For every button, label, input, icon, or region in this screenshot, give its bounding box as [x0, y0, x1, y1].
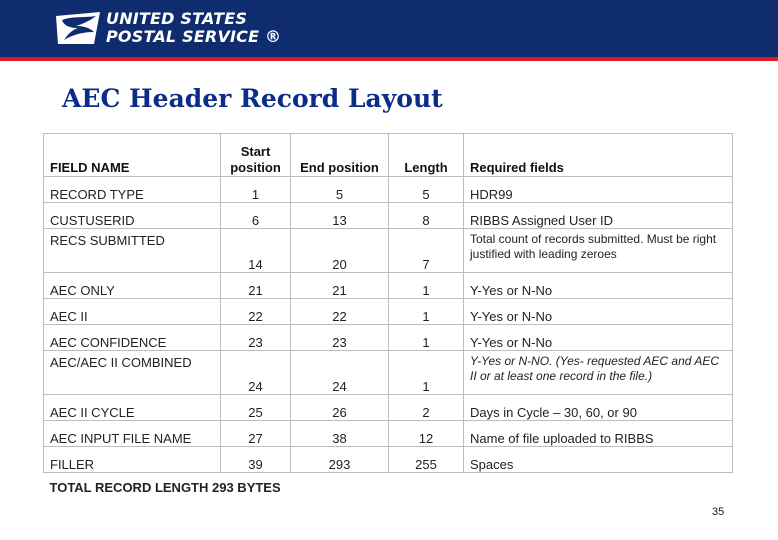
cell-field-name: AEC II [44, 299, 221, 325]
cell-required: Y-Yes or N-No [464, 273, 733, 299]
page-number: 35 [712, 506, 725, 518]
table-row [44, 421, 733, 447]
cell-end: 22 [291, 299, 389, 325]
header-required-fields: Required fields [464, 134, 733, 177]
header-field-name: FIELD NAME [44, 134, 221, 177]
cell-required: Y-Yes or N-No [464, 299, 733, 325]
cell-field-name: CUSTUSERID [44, 203, 221, 229]
table-row [44, 447, 733, 473]
cell-required: Y-Yes or N-No [464, 325, 733, 351]
cell-end: 26 [291, 395, 389, 421]
table-row [44, 299, 733, 325]
header-stripe [0, 57, 778, 61]
cell-length: 5 [389, 177, 464, 203]
cell-field-name: AEC INPUT FILE NAME [44, 421, 221, 447]
table-row [44, 351, 733, 395]
table-row [44, 325, 733, 351]
total-record-length: TOTAL RECORD LENGTH 293 BYTES [44, 473, 733, 502]
cell-required: Name of file uploaded to RIBBS [464, 421, 733, 447]
cell-required: HDR99 [464, 177, 733, 203]
cell-required: Y-Yes or N-NO. (Yes- requested AEC and AEC II or at least one record in the file.) [464, 351, 733, 395]
cell-start: 23 [221, 325, 291, 351]
cell-start: 39 [221, 447, 291, 473]
eagle-icon [54, 10, 102, 48]
cell-field-name: AEC CONFIDENCE [44, 325, 221, 351]
table-row [44, 229, 733, 273]
record-layout-table [43, 133, 736, 501]
cell-length: 1 [389, 351, 464, 395]
page-title: AEC Header Record Layout [62, 84, 443, 113]
cell-required: Spaces [464, 447, 733, 473]
cell-length: 12 [389, 421, 464, 447]
cell-length: 1 [389, 325, 464, 351]
cell-field-name: RECORD TYPE [44, 177, 221, 203]
cell-required: Total count of records submitted. Must be right justified with leading zeroes [464, 229, 733, 273]
table-row [44, 273, 733, 299]
logo-line-2: POSTAL SERVICE ® [106, 27, 282, 46]
cell-end: 293 [291, 447, 389, 473]
cell-field-name: AEC II CYCLE [44, 395, 221, 421]
cell-end: 20 [291, 229, 389, 273]
cell-length: 255 [389, 447, 464, 473]
table-total-row [44, 473, 733, 502]
cell-start: 24 [221, 351, 291, 395]
cell-field-name: FILLER [44, 447, 221, 473]
cell-start: 14 [221, 229, 291, 273]
header-end-position: End position [291, 134, 389, 177]
cell-length: 8 [389, 203, 464, 229]
cell-start: 22 [221, 299, 291, 325]
cell-start: 1 [221, 177, 291, 203]
cell-end: 38 [291, 421, 389, 447]
cell-end: 23 [291, 325, 389, 351]
cell-required: RIBBS Assigned User ID [464, 203, 733, 229]
cell-field-name: AEC/AEC II COMBINED [44, 351, 221, 395]
cell-end: 21 [291, 273, 389, 299]
cell-length: 7 [389, 229, 464, 273]
usps-logo [54, 8, 304, 48]
table-row [44, 177, 733, 203]
logo-line-1: UNITED STATES [106, 9, 248, 28]
table-row [44, 203, 733, 229]
cell-start: 27 [221, 421, 291, 447]
cell-field-name: AEC ONLY [44, 273, 221, 299]
cell-start: 25 [221, 395, 291, 421]
header-start-position: Start position [221, 134, 291, 177]
header-length: Length [389, 134, 464, 177]
cell-end: 24 [291, 351, 389, 395]
cell-required: Days in Cycle – 30, 60, or 90 [464, 395, 733, 421]
cell-length: 2 [389, 395, 464, 421]
cell-length: 1 [389, 299, 464, 325]
cell-start: 21 [221, 273, 291, 299]
table-row [44, 395, 733, 421]
cell-length: 1 [389, 273, 464, 299]
cell-field-name: RECS SUBMITTED [44, 229, 221, 273]
cell-start: 6 [221, 203, 291, 229]
logo-text [106, 10, 281, 46]
table-header-row [44, 134, 733, 177]
cell-end: 5 [291, 177, 389, 203]
cell-end: 13 [291, 203, 389, 229]
